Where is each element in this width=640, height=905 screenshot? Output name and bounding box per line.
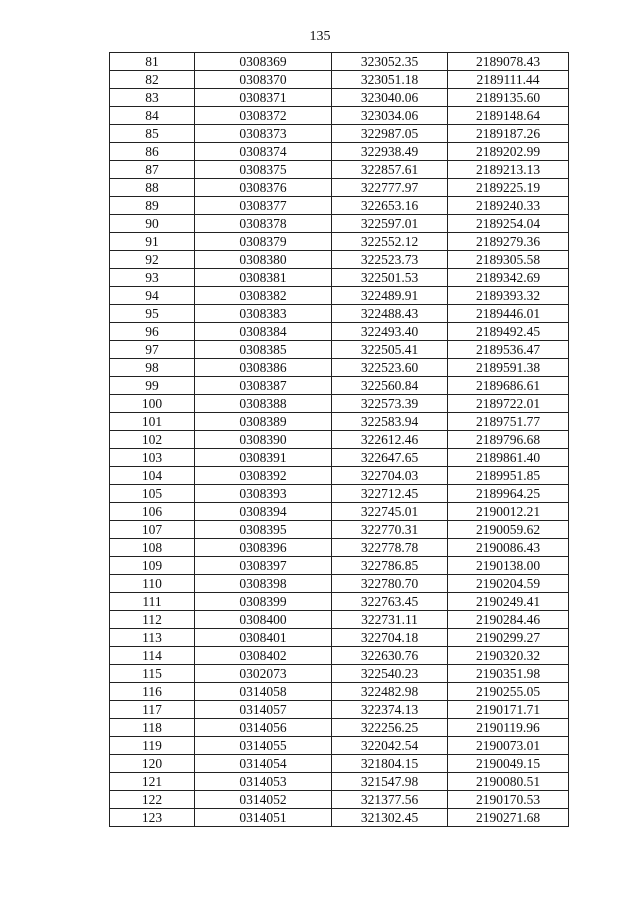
- coordinates-table-body: [110, 53, 569, 827]
- point-code-cell: 0308372: [195, 107, 332, 125]
- y-coordinate-cell: 2190204.59: [448, 575, 569, 593]
- y-coordinate-cell: 2189225.19: [448, 179, 569, 197]
- x-coordinate-cell: 323051.18: [332, 71, 448, 89]
- y-coordinate-cell: 2190049.15: [448, 755, 569, 773]
- point-number-cell: 120: [110, 755, 195, 773]
- x-coordinate-cell: 322780.70: [332, 575, 448, 593]
- x-coordinate-cell: 322987.05: [332, 125, 448, 143]
- point-number-cell: 106: [110, 503, 195, 521]
- x-coordinate-cell: 322573.39: [332, 395, 448, 413]
- point-code-cell: 0314055: [195, 737, 332, 755]
- table-row: [110, 107, 569, 125]
- x-coordinate-cell: 322763.45: [332, 593, 448, 611]
- y-coordinate-cell: 2189446.01: [448, 305, 569, 323]
- point-number-cell: 94: [110, 287, 195, 305]
- table-row: [110, 575, 569, 593]
- point-code-cell: 0308380: [195, 251, 332, 269]
- y-coordinate-cell: 2190299.27: [448, 629, 569, 647]
- y-coordinate-cell: 2190073.01: [448, 737, 569, 755]
- table-row: [110, 251, 569, 269]
- point-code-cell: 0308371: [195, 89, 332, 107]
- point-number-cell: 121: [110, 773, 195, 791]
- table-row: [110, 755, 569, 773]
- table-row: [110, 413, 569, 431]
- point-number-cell: 92: [110, 251, 195, 269]
- table-row: [110, 89, 569, 107]
- point-number-cell: 101: [110, 413, 195, 431]
- point-code-cell: 0314057: [195, 701, 332, 719]
- point-number-cell: 89: [110, 197, 195, 215]
- point-code-cell: 0308397: [195, 557, 332, 575]
- table-row: [110, 395, 569, 413]
- x-coordinate-cell: 322712.45: [332, 485, 448, 503]
- point-code-cell: 0308394: [195, 503, 332, 521]
- point-code-cell: 0308381: [195, 269, 332, 287]
- table-row: [110, 287, 569, 305]
- point-code-cell: 0308382: [195, 287, 332, 305]
- point-number-cell: 90: [110, 215, 195, 233]
- y-coordinate-cell: 2189305.58: [448, 251, 569, 269]
- point-code-cell: 0308377: [195, 197, 332, 215]
- point-number-cell: 109: [110, 557, 195, 575]
- x-coordinate-cell: 323034.06: [332, 107, 448, 125]
- table-row: [110, 647, 569, 665]
- x-coordinate-cell: 322612.46: [332, 431, 448, 449]
- y-coordinate-cell: 2190284.46: [448, 611, 569, 629]
- table-row: [110, 215, 569, 233]
- point-number-cell: 96: [110, 323, 195, 341]
- x-coordinate-cell: 323052.35: [332, 53, 448, 71]
- point-number-cell: 91: [110, 233, 195, 251]
- point-code-cell: 0308369: [195, 53, 332, 71]
- x-coordinate-cell: 322704.03: [332, 467, 448, 485]
- point-code-cell: 0314054: [195, 755, 332, 773]
- y-coordinate-cell: 2189202.99: [448, 143, 569, 161]
- y-coordinate-cell: 2189492.45: [448, 323, 569, 341]
- point-code-cell: 0308384: [195, 323, 332, 341]
- point-code-cell: 0314052: [195, 791, 332, 809]
- x-coordinate-cell: 322786.85: [332, 557, 448, 575]
- y-coordinate-cell: 2190249.41: [448, 593, 569, 611]
- y-coordinate-cell: 2189861.40: [448, 449, 569, 467]
- y-coordinate-cell: 2189187.26: [448, 125, 569, 143]
- point-code-cell: 0308402: [195, 647, 332, 665]
- table-row: [110, 737, 569, 755]
- point-number-cell: 123: [110, 809, 195, 827]
- table-row: [110, 557, 569, 575]
- table-row: [110, 593, 569, 611]
- x-coordinate-cell: 322770.31: [332, 521, 448, 539]
- y-coordinate-cell: 2189751.77: [448, 413, 569, 431]
- y-coordinate-cell: 2189796.68: [448, 431, 569, 449]
- y-coordinate-cell: 2189111.44: [448, 71, 569, 89]
- table-row: [110, 611, 569, 629]
- table-row: [110, 719, 569, 737]
- y-coordinate-cell: 2189135.60: [448, 89, 569, 107]
- point-code-cell: 0308400: [195, 611, 332, 629]
- table-row: [110, 665, 569, 683]
- y-coordinate-cell: 2190255.05: [448, 683, 569, 701]
- x-coordinate-cell: 322523.73: [332, 251, 448, 269]
- y-coordinate-cell: 2189342.69: [448, 269, 569, 287]
- y-coordinate-cell: 2190086.43: [448, 539, 569, 557]
- y-coordinate-cell: 2189254.04: [448, 215, 569, 233]
- point-number-cell: 112: [110, 611, 195, 629]
- point-code-cell: 0308385: [195, 341, 332, 359]
- point-code-cell: 0308373: [195, 125, 332, 143]
- x-coordinate-cell: 322597.01: [332, 215, 448, 233]
- y-coordinate-cell: 2190351.98: [448, 665, 569, 683]
- x-coordinate-cell: 322647.65: [332, 449, 448, 467]
- point-code-cell: 0308393: [195, 485, 332, 503]
- point-number-cell: 115: [110, 665, 195, 683]
- point-code-cell: 0308370: [195, 71, 332, 89]
- table-row: [110, 197, 569, 215]
- point-number-cell: 81: [110, 53, 195, 71]
- x-coordinate-cell: 322505.41: [332, 341, 448, 359]
- x-coordinate-cell: 322583.94: [332, 413, 448, 431]
- x-coordinate-cell: 322857.61: [332, 161, 448, 179]
- x-coordinate-cell: 322630.76: [332, 647, 448, 665]
- point-number-cell: 97: [110, 341, 195, 359]
- x-coordinate-cell: 322540.23: [332, 665, 448, 683]
- x-coordinate-cell: 322374.13: [332, 701, 448, 719]
- y-coordinate-cell: 2190119.96: [448, 719, 569, 737]
- point-code-cell: 0308375: [195, 161, 332, 179]
- y-coordinate-cell: 2190138.00: [448, 557, 569, 575]
- y-coordinate-cell: 2190012.21: [448, 503, 569, 521]
- x-coordinate-cell: 323040.06: [332, 89, 448, 107]
- point-number-cell: 87: [110, 161, 195, 179]
- point-code-cell: 0308395: [195, 521, 332, 539]
- x-coordinate-cell: 322560.84: [332, 377, 448, 395]
- point-code-cell: 0308386: [195, 359, 332, 377]
- table-row: [110, 683, 569, 701]
- point-number-cell: 83: [110, 89, 195, 107]
- x-coordinate-cell: 322552.12: [332, 233, 448, 251]
- y-coordinate-cell: 2189213.13: [448, 161, 569, 179]
- y-coordinate-cell: 2189951.85: [448, 467, 569, 485]
- x-coordinate-cell: 321302.45: [332, 809, 448, 827]
- table-row: [110, 179, 569, 197]
- x-coordinate-cell: 322777.97: [332, 179, 448, 197]
- x-coordinate-cell: 322731.11: [332, 611, 448, 629]
- table-row: [110, 305, 569, 323]
- y-coordinate-cell: 2189591.38: [448, 359, 569, 377]
- y-coordinate-cell: 2190170.53: [448, 791, 569, 809]
- table-row: [110, 143, 569, 161]
- point-number-cell: 103: [110, 449, 195, 467]
- table-row: [110, 161, 569, 179]
- point-number-cell: 122: [110, 791, 195, 809]
- point-number-cell: 99: [110, 377, 195, 395]
- table-row: [110, 359, 569, 377]
- x-coordinate-cell: 322256.25: [332, 719, 448, 737]
- point-number-cell: 114: [110, 647, 195, 665]
- point-number-cell: 85: [110, 125, 195, 143]
- point-code-cell: 0308398: [195, 575, 332, 593]
- point-number-cell: 118: [110, 719, 195, 737]
- table-row: [110, 629, 569, 647]
- table-row: [110, 377, 569, 395]
- point-number-cell: 82: [110, 71, 195, 89]
- point-code-cell: 0314053: [195, 773, 332, 791]
- coordinates-table: [109, 52, 569, 827]
- x-coordinate-cell: 322938.49: [332, 143, 448, 161]
- table-row: [110, 269, 569, 287]
- point-code-cell: 0314058: [195, 683, 332, 701]
- point-number-cell: 108: [110, 539, 195, 557]
- y-coordinate-cell: 2189148.64: [448, 107, 569, 125]
- point-number-cell: 100: [110, 395, 195, 413]
- table-row: [110, 431, 569, 449]
- x-coordinate-cell: 321377.56: [332, 791, 448, 809]
- table-row: [110, 701, 569, 719]
- point-code-cell: 0308389: [195, 413, 332, 431]
- table-row: [110, 539, 569, 557]
- point-number-cell: 93: [110, 269, 195, 287]
- y-coordinate-cell: 2189393.32: [448, 287, 569, 305]
- point-code-cell: 0308383: [195, 305, 332, 323]
- point-code-cell: 0308378: [195, 215, 332, 233]
- point-number-cell: 116: [110, 683, 195, 701]
- point-number-cell: 98: [110, 359, 195, 377]
- table-row: [110, 521, 569, 539]
- x-coordinate-cell: 322493.40: [332, 323, 448, 341]
- table-row: [110, 71, 569, 89]
- table-row: [110, 233, 569, 251]
- x-coordinate-cell: 322653.16: [332, 197, 448, 215]
- table-row: [110, 773, 569, 791]
- y-coordinate-cell: 2189536.47: [448, 341, 569, 359]
- point-code-cell: 0308379: [195, 233, 332, 251]
- table-row: [110, 809, 569, 827]
- y-coordinate-cell: 2189078.43: [448, 53, 569, 71]
- point-code-cell: 0308401: [195, 629, 332, 647]
- y-coordinate-cell: 2190059.62: [448, 521, 569, 539]
- x-coordinate-cell: 322501.53: [332, 269, 448, 287]
- table-row: [110, 503, 569, 521]
- point-number-cell: 113: [110, 629, 195, 647]
- point-number-cell: 110: [110, 575, 195, 593]
- point-code-cell: 0302073: [195, 665, 332, 683]
- point-number-cell: 88: [110, 179, 195, 197]
- point-code-cell: 0314051: [195, 809, 332, 827]
- point-code-cell: 0308392: [195, 467, 332, 485]
- point-number-cell: 84: [110, 107, 195, 125]
- y-coordinate-cell: 2189686.61: [448, 377, 569, 395]
- point-number-cell: 102: [110, 431, 195, 449]
- x-coordinate-cell: 322482.98: [332, 683, 448, 701]
- point-code-cell: 0308390: [195, 431, 332, 449]
- table-row: [110, 323, 569, 341]
- x-coordinate-cell: 322042.54: [332, 737, 448, 755]
- x-coordinate-cell: 322778.78: [332, 539, 448, 557]
- y-coordinate-cell: 2189279.36: [448, 233, 569, 251]
- table-row: [110, 485, 569, 503]
- y-coordinate-cell: 2189240.33: [448, 197, 569, 215]
- y-coordinate-cell: 2190271.68: [448, 809, 569, 827]
- y-coordinate-cell: 2189964.25: [448, 485, 569, 503]
- point-number-cell: 104: [110, 467, 195, 485]
- point-number-cell: 105: [110, 485, 195, 503]
- table-row: [110, 341, 569, 359]
- x-coordinate-cell: 322745.01: [332, 503, 448, 521]
- point-code-cell: 0308399: [195, 593, 332, 611]
- point-number-cell: 86: [110, 143, 195, 161]
- point-code-cell: 0308388: [195, 395, 332, 413]
- table-row: [110, 467, 569, 485]
- x-coordinate-cell: 322488.43: [332, 305, 448, 323]
- point-number-cell: 119: [110, 737, 195, 755]
- y-coordinate-cell: 2190080.51: [448, 773, 569, 791]
- point-code-cell: 0308396: [195, 539, 332, 557]
- x-coordinate-cell: 322489.91: [332, 287, 448, 305]
- point-code-cell: 0308374: [195, 143, 332, 161]
- point-code-cell: 0308387: [195, 377, 332, 395]
- x-coordinate-cell: 321547.98: [332, 773, 448, 791]
- table-row: [110, 791, 569, 809]
- y-coordinate-cell: 2190320.32: [448, 647, 569, 665]
- table-row: [110, 125, 569, 143]
- point-number-cell: 111: [110, 593, 195, 611]
- x-coordinate-cell: 321804.15: [332, 755, 448, 773]
- point-code-cell: 0314056: [195, 719, 332, 737]
- point-number-cell: 117: [110, 701, 195, 719]
- point-code-cell: 0308391: [195, 449, 332, 467]
- y-coordinate-cell: 2190171.71: [448, 701, 569, 719]
- page-number: 135: [309, 29, 331, 44]
- table-row: [110, 53, 569, 71]
- x-coordinate-cell: 322523.60: [332, 359, 448, 377]
- table-row: [110, 449, 569, 467]
- point-number-cell: 95: [110, 305, 195, 323]
- point-code-cell: 0308376: [195, 179, 332, 197]
- y-coordinate-cell: 2189722.01: [448, 395, 569, 413]
- point-number-cell: 107: [110, 521, 195, 539]
- x-coordinate-cell: 322704.18: [332, 629, 448, 647]
